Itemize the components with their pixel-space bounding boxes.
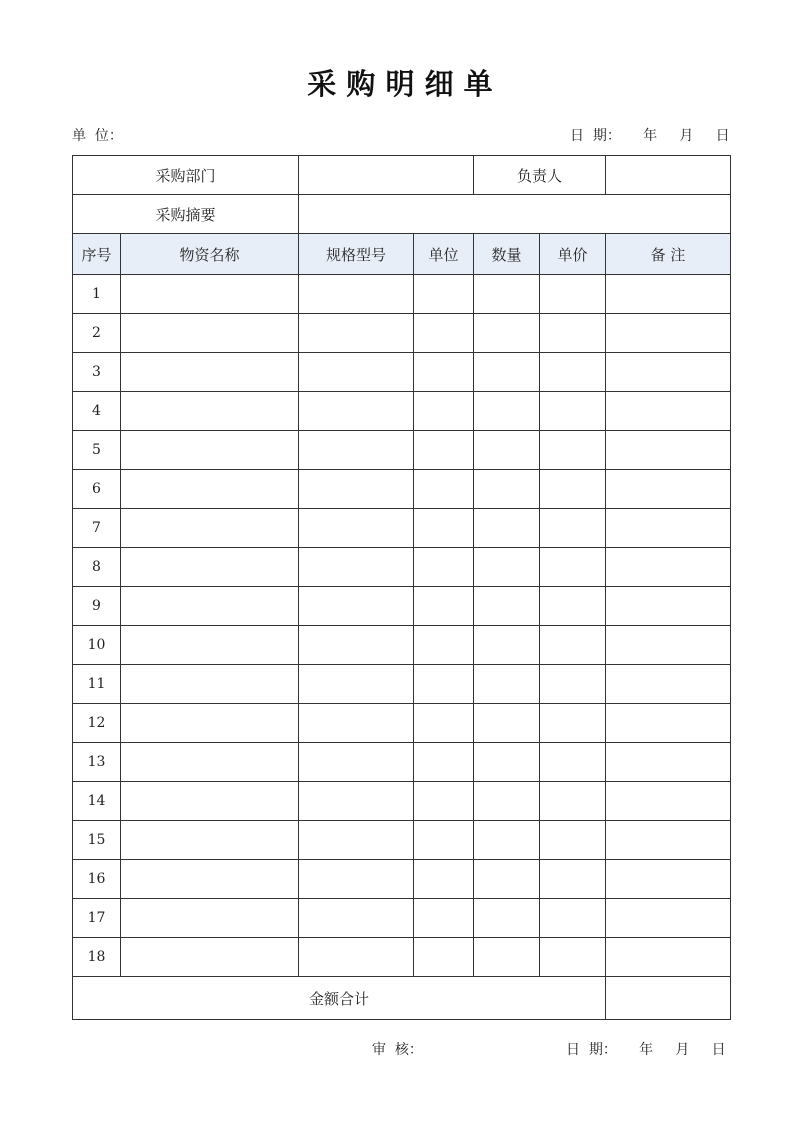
row-number: 12 — [73, 704, 121, 743]
unit-price-cell[interactable] — [540, 860, 606, 899]
header-item-name: 物资名称 — [121, 234, 299, 275]
table-row — [73, 704, 731, 743]
remarks-cell[interactable] — [606, 314, 731, 353]
header-quantity: 数量 — [474, 234, 540, 275]
unit-price-cell[interactable] — [540, 431, 606, 470]
spec-model-cell[interactable] — [299, 665, 414, 704]
table-row — [73, 665, 731, 704]
quantity-cell[interactable] — [474, 626, 540, 665]
remarks-cell[interactable] — [606, 548, 731, 587]
row-number: 6 — [73, 470, 121, 509]
unit-cell[interactable] — [414, 743, 474, 782]
row-number: 11 — [73, 665, 121, 704]
unit-price-cell[interactable] — [540, 587, 606, 626]
spec-model-cell[interactable] — [299, 431, 414, 470]
total-amount-field[interactable] — [606, 977, 731, 1020]
spec-model-cell[interactable] — [299, 899, 414, 938]
quantity-cell[interactable] — [474, 431, 540, 470]
summary-field[interactable] — [299, 195, 731, 234]
row-number: 17 — [73, 899, 121, 938]
unit-price-cell[interactable] — [540, 665, 606, 704]
row-number: 13 — [73, 743, 121, 782]
row-number: 10 — [73, 626, 121, 665]
unit-cell[interactable] — [414, 587, 474, 626]
unit-cell[interactable] — [414, 509, 474, 548]
remarks-cell[interactable] — [606, 275, 731, 314]
table-row — [73, 431, 731, 470]
remarks-cell[interactable] — [606, 431, 731, 470]
remarks-cell[interactable] — [606, 509, 731, 548]
header-no: 序号 — [73, 234, 121, 275]
item-name-cell[interactable] — [121, 860, 299, 899]
quantity-cell[interactable] — [474, 704, 540, 743]
quantity-cell[interactable] — [474, 860, 540, 899]
row-number: 9 — [73, 587, 121, 626]
item-name-cell[interactable] — [121, 704, 299, 743]
spec-model-cell[interactable] — [299, 821, 414, 860]
header-unit: 单位 — [414, 234, 474, 275]
spec-model-cell[interactable] — [299, 353, 414, 392]
quantity-cell[interactable] — [474, 548, 540, 587]
quantity-cell[interactable] — [474, 314, 540, 353]
item-name-cell[interactable] — [121, 743, 299, 782]
table-row — [73, 314, 731, 353]
date-label-bottom: 日 期： 年 月 日 — [566, 1042, 726, 1058]
unit-cell[interactable] — [414, 704, 474, 743]
remarks-cell[interactable] — [606, 938, 731, 977]
spec-model-cell[interactable] — [299, 392, 414, 431]
total-amount-label: 金额合计 — [73, 977, 606, 1020]
unit-cell[interactable] — [414, 821, 474, 860]
item-name-cell[interactable] — [121, 899, 299, 938]
unit-price-cell[interactable] — [540, 938, 606, 977]
spec-model-cell[interactable] — [299, 548, 414, 587]
remarks-cell[interactable] — [606, 665, 731, 704]
review-label: 审 核： — [372, 1042, 423, 1058]
unit-cell[interactable] — [414, 431, 474, 470]
unit-cell[interactable] — [414, 938, 474, 977]
unit-price-cell[interactable] — [540, 821, 606, 860]
unit-price-cell[interactable] — [540, 470, 606, 509]
table-header-row — [73, 234, 731, 275]
row-number: 7 — [73, 509, 121, 548]
table-row — [73, 392, 731, 431]
remarks-cell[interactable] — [606, 782, 731, 821]
remarks-cell[interactable] — [606, 587, 731, 626]
unit-cell[interactable] — [414, 665, 474, 704]
item-name-cell[interactable] — [121, 821, 299, 860]
table-row — [73, 509, 731, 548]
row-number: 8 — [73, 548, 121, 587]
unit-label: 单 位： — [72, 128, 123, 144]
unit-price-cell[interactable] — [540, 509, 606, 548]
item-name-cell[interactable] — [121, 314, 299, 353]
quantity-cell[interactable] — [474, 899, 540, 938]
row-number: 14 — [73, 782, 121, 821]
item-name-cell[interactable] — [121, 587, 299, 626]
row-number: 5 — [73, 431, 121, 470]
spec-model-cell[interactable] — [299, 314, 414, 353]
header-unit-price: 单价 — [540, 234, 606, 275]
remarks-cell[interactable] — [606, 743, 731, 782]
unit-price-cell[interactable] — [540, 704, 606, 743]
table-row — [73, 938, 731, 977]
quantity-cell[interactable] — [474, 938, 540, 977]
quantity-cell[interactable] — [474, 743, 540, 782]
unit-cell[interactable] — [414, 548, 474, 587]
remarks-cell[interactable] — [606, 899, 731, 938]
info-row-summary — [73, 195, 731, 234]
document-title: 采 购 明 细 单 — [307, 67, 493, 101]
unit-cell[interactable] — [414, 275, 474, 314]
quantity-cell[interactable] — [474, 275, 540, 314]
dept-field[interactable] — [299, 156, 474, 195]
unit-price-cell[interactable] — [540, 548, 606, 587]
unit-price-cell[interactable] — [540, 392, 606, 431]
table-row — [73, 587, 731, 626]
row-number: 15 — [73, 821, 121, 860]
quantity-cell[interactable] — [474, 782, 540, 821]
remarks-cell[interactable] — [606, 821, 731, 860]
responsible-label: 负责人 — [474, 156, 606, 195]
quantity-cell[interactable] — [474, 821, 540, 860]
item-name-cell[interactable] — [121, 353, 299, 392]
remarks-cell[interactable] — [606, 470, 731, 509]
row-number: 2 — [73, 314, 121, 353]
spec-model-cell[interactable] — [299, 782, 414, 821]
item-name-cell[interactable] — [121, 938, 299, 977]
row-number: 18 — [73, 938, 121, 977]
item-name-cell[interactable] — [121, 626, 299, 665]
table-row — [73, 470, 731, 509]
dept-label: 采购部门 — [73, 156, 299, 195]
quantity-cell[interactable] — [474, 353, 540, 392]
table-row — [73, 548, 731, 587]
unit-cell[interactable] — [414, 899, 474, 938]
unit-price-cell[interactable] — [540, 743, 606, 782]
header-spec-model: 规格型号 — [299, 234, 414, 275]
unit-price-cell[interactable] — [540, 275, 606, 314]
spec-model-cell[interactable] — [299, 509, 414, 548]
item-name-cell[interactable] — [121, 392, 299, 431]
row-number: 3 — [73, 353, 121, 392]
table-row — [73, 821, 731, 860]
unit-cell[interactable] — [414, 353, 474, 392]
table-row — [73, 899, 731, 938]
header-remarks: 备 注 — [606, 234, 731, 275]
unit-price-cell[interactable] — [540, 314, 606, 353]
remarks-cell[interactable] — [606, 353, 731, 392]
table-row — [73, 353, 731, 392]
summary-label: 采购摘要 — [73, 195, 299, 234]
table-row — [73, 626, 731, 665]
remarks-cell[interactable] — [606, 626, 731, 665]
table-row — [73, 275, 731, 314]
unit-price-cell[interactable] — [540, 353, 606, 392]
unit-cell[interactable] — [414, 626, 474, 665]
spec-model-cell[interactable] — [299, 860, 414, 899]
item-name-cell[interactable] — [121, 470, 299, 509]
remarks-cell[interactable] — [606, 704, 731, 743]
row-number: 16 — [73, 860, 121, 899]
remarks-cell[interactable] — [606, 860, 731, 899]
unit-cell[interactable] — [414, 860, 474, 899]
spec-model-cell[interactable] — [299, 743, 414, 782]
row-number: 1 — [73, 275, 121, 314]
item-name-cell[interactable] — [121, 665, 299, 704]
responsible-field[interactable] — [606, 156, 731, 195]
item-name-cell[interactable] — [121, 548, 299, 587]
spec-model-cell[interactable] — [299, 626, 414, 665]
quantity-cell[interactable] — [474, 470, 540, 509]
spec-model-cell[interactable] — [299, 470, 414, 509]
table-row — [73, 782, 731, 821]
info-row-dept — [73, 156, 731, 195]
unit-cell[interactable] — [414, 470, 474, 509]
item-name-cell[interactable] — [121, 275, 299, 314]
quantity-cell[interactable] — [474, 665, 540, 704]
quantity-cell[interactable] — [474, 392, 540, 431]
unit-cell[interactable] — [414, 314, 474, 353]
total-row — [73, 977, 731, 1020]
unit-cell[interactable] — [414, 782, 474, 821]
spec-model-cell[interactable] — [299, 587, 414, 626]
table-row — [73, 860, 731, 899]
date-label-top: 日 期： 年 月 日 — [570, 128, 730, 144]
table-row — [73, 743, 731, 782]
item-name-cell[interactable] — [121, 782, 299, 821]
unit-price-cell[interactable] — [540, 899, 606, 938]
row-number: 4 — [73, 392, 121, 431]
unit-cell[interactable] — [414, 392, 474, 431]
spec-model-cell[interactable] — [299, 704, 414, 743]
remarks-cell[interactable] — [606, 392, 731, 431]
unit-price-cell[interactable] — [540, 782, 606, 821]
purchase-detail-table — [72, 155, 731, 1020]
item-name-cell[interactable] — [121, 431, 299, 470]
quantity-cell[interactable] — [474, 509, 540, 548]
spec-model-cell[interactable] — [299, 275, 414, 314]
quantity-cell[interactable] — [474, 587, 540, 626]
item-name-cell[interactable] — [121, 509, 299, 548]
spec-model-cell[interactable] — [299, 938, 414, 977]
unit-price-cell[interactable] — [540, 626, 606, 665]
